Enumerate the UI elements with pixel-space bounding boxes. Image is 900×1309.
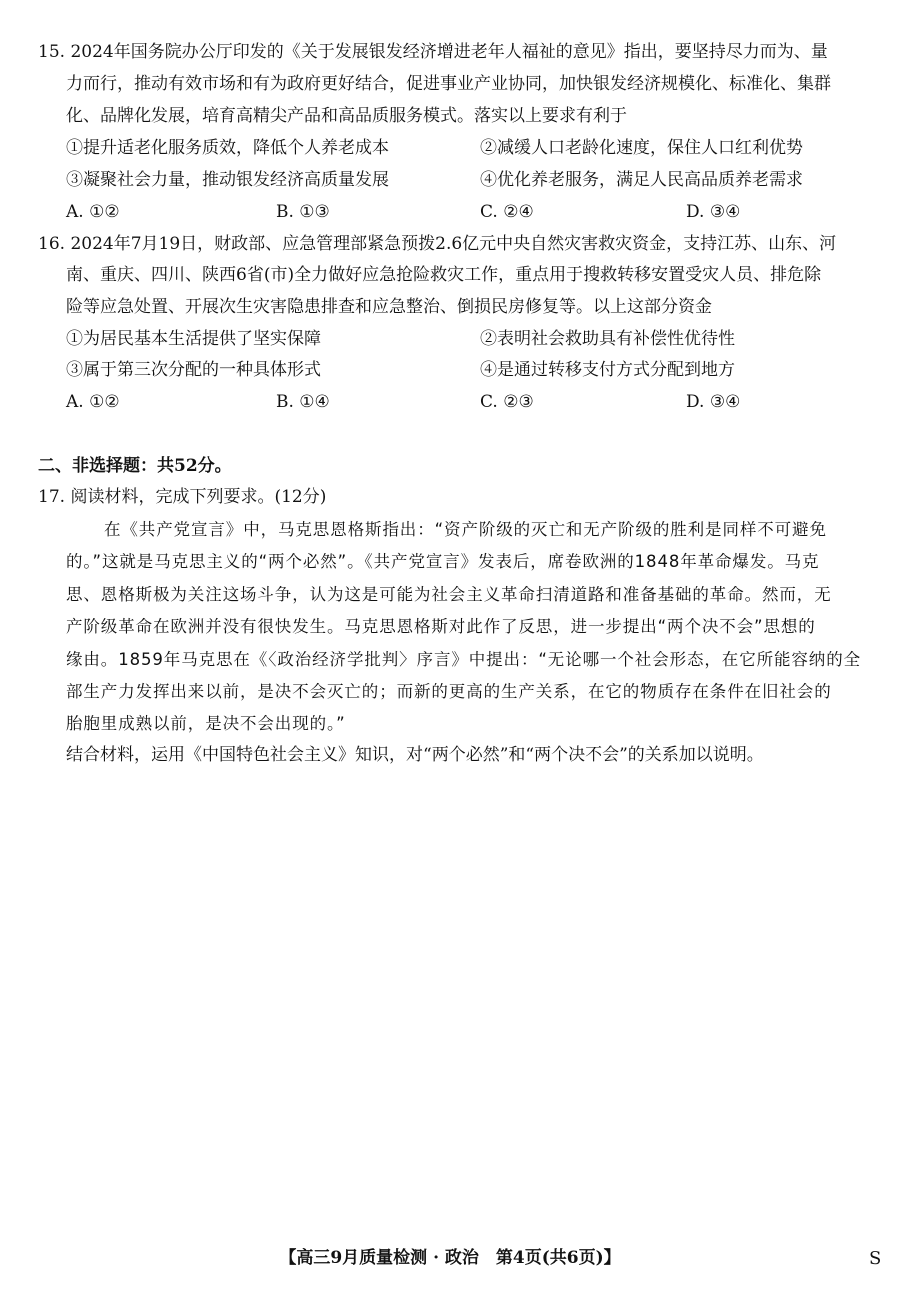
- q15-choice-c: C. ②④: [480, 202, 534, 222]
- page-footer: 【高三9月质量检测 · 政治 第4页(共6页)】: [279, 1248, 621, 1268]
- q16-choice-d: D. ③④: [686, 392, 741, 412]
- q17-heading: 17. 阅读材料，完成下列要求。(12分): [38, 487, 327, 507]
- q15-stem-line-2: 力而行，推动有效市场和有为政府更好结合，促进事业产业协同，加快银发经济规模化、标准化、集群: [66, 74, 831, 94]
- q16-option-2: ②表明社会救助具有补偿性优待性: [480, 329, 735, 349]
- q16-choice-b: B. ①④: [276, 392, 330, 412]
- q17-task: 结合材料，运用《中国特色社会主义》知识，对“两个必然”和“两个决不会”的关系加以说明。: [66, 745, 764, 765]
- q16-choice-c: C. ②③: [480, 392, 534, 412]
- q16-option-3: ③属于第三次分配的一种具体形式: [66, 360, 321, 380]
- q16-stem-line-1: 16. 2024年7月19日，财政部、应急管理部紧急预拨2.6亿元中央自然灾害救灾资金，支持江苏、山东、河: [38, 234, 837, 254]
- q16-option-1: ①为居民基本生活提供了坚实保障: [66, 329, 321, 349]
- q17-material-line-2: 的。”这就是马克思主义的“两个必然”。《共产党宣言》发表后，席卷欧洲的1848年革命爆发。马克: [66, 552, 820, 571]
- q17-material-line-6: 部生产力发挥出来以前，是决不会灭亡的；而新的更高的生产关系，在它的物质存在条件在旧社会的: [66, 682, 832, 701]
- section-2-title: 二、非选择题：共52分。: [38, 456, 232, 476]
- q17-material-line-4: 产阶级革命在欧洲并没有很快发生。马克思恩格斯对此作了反思，进一步提出“两个决不会”思想的: [66, 617, 816, 636]
- q17-material-line-5: 缘由。1859年马克思在《〈政治经济学批判〉序言》中提出：“无论哪一个社会形态，在它所能容纳的全: [66, 650, 861, 669]
- q16-choice-a: A. ①②: [66, 392, 120, 412]
- q15-option-4: ④优化养老服务，满足人民高品质养老需求: [480, 170, 803, 190]
- q17-material-line-1: 在《共产党宣言》中，马克思恩格斯指出：“资产阶级的灭亡和无产阶级的胜利是同样不可避免: [104, 520, 827, 539]
- q16-stem-line-2: 南、重庆、四川、陕西6省(市)全力做好应急抢险救灾工作，重点用于搜救转移安置受灾人员、排危除: [66, 265, 822, 285]
- q17-material-line-3: 思、恩格斯极为关注这场斗争，认为这是可能为社会主义革命扫清道路和准备基础的革命。然而，无: [66, 585, 832, 604]
- q15-option-3: ③凝聚社会力量，推动银发经济高质量发展: [66, 170, 389, 190]
- q15-option-2: ②减缓人口老龄化速度，保住人口红利优势: [480, 138, 803, 158]
- q15-option-1: ①提升适老化服务质效，降低个人养老成本: [66, 138, 389, 158]
- q15-choice-a: A. ①②: [66, 202, 120, 222]
- q16-option-4: ④是通过转移支付方式分配到地方: [480, 360, 735, 380]
- q16-stem-line-3: 险等应急处置、开展次生灾害隐患排查和应急整治、倒损民房修复等。以上这部分资金: [66, 297, 712, 317]
- q15-stem-line-3: 化、品牌化发展，培育高精尖产品和高品质服务模式。落实以上要求有利于: [66, 106, 627, 126]
- q17-material-line-7: 胎胞里成熟以前，是决不会出现的。”: [66, 714, 346, 733]
- q15-stem-line-1: 15. 2024年国务院办公厅印发的《关于发展银发经济增进老年人福祉的意见》指出，要坚持尽力而为、量: [38, 42, 828, 62]
- corner-mark: S: [869, 1248, 882, 1269]
- q15-choice-d: D. ③④: [686, 202, 741, 222]
- q15-choice-b: B. ①③: [276, 202, 330, 222]
